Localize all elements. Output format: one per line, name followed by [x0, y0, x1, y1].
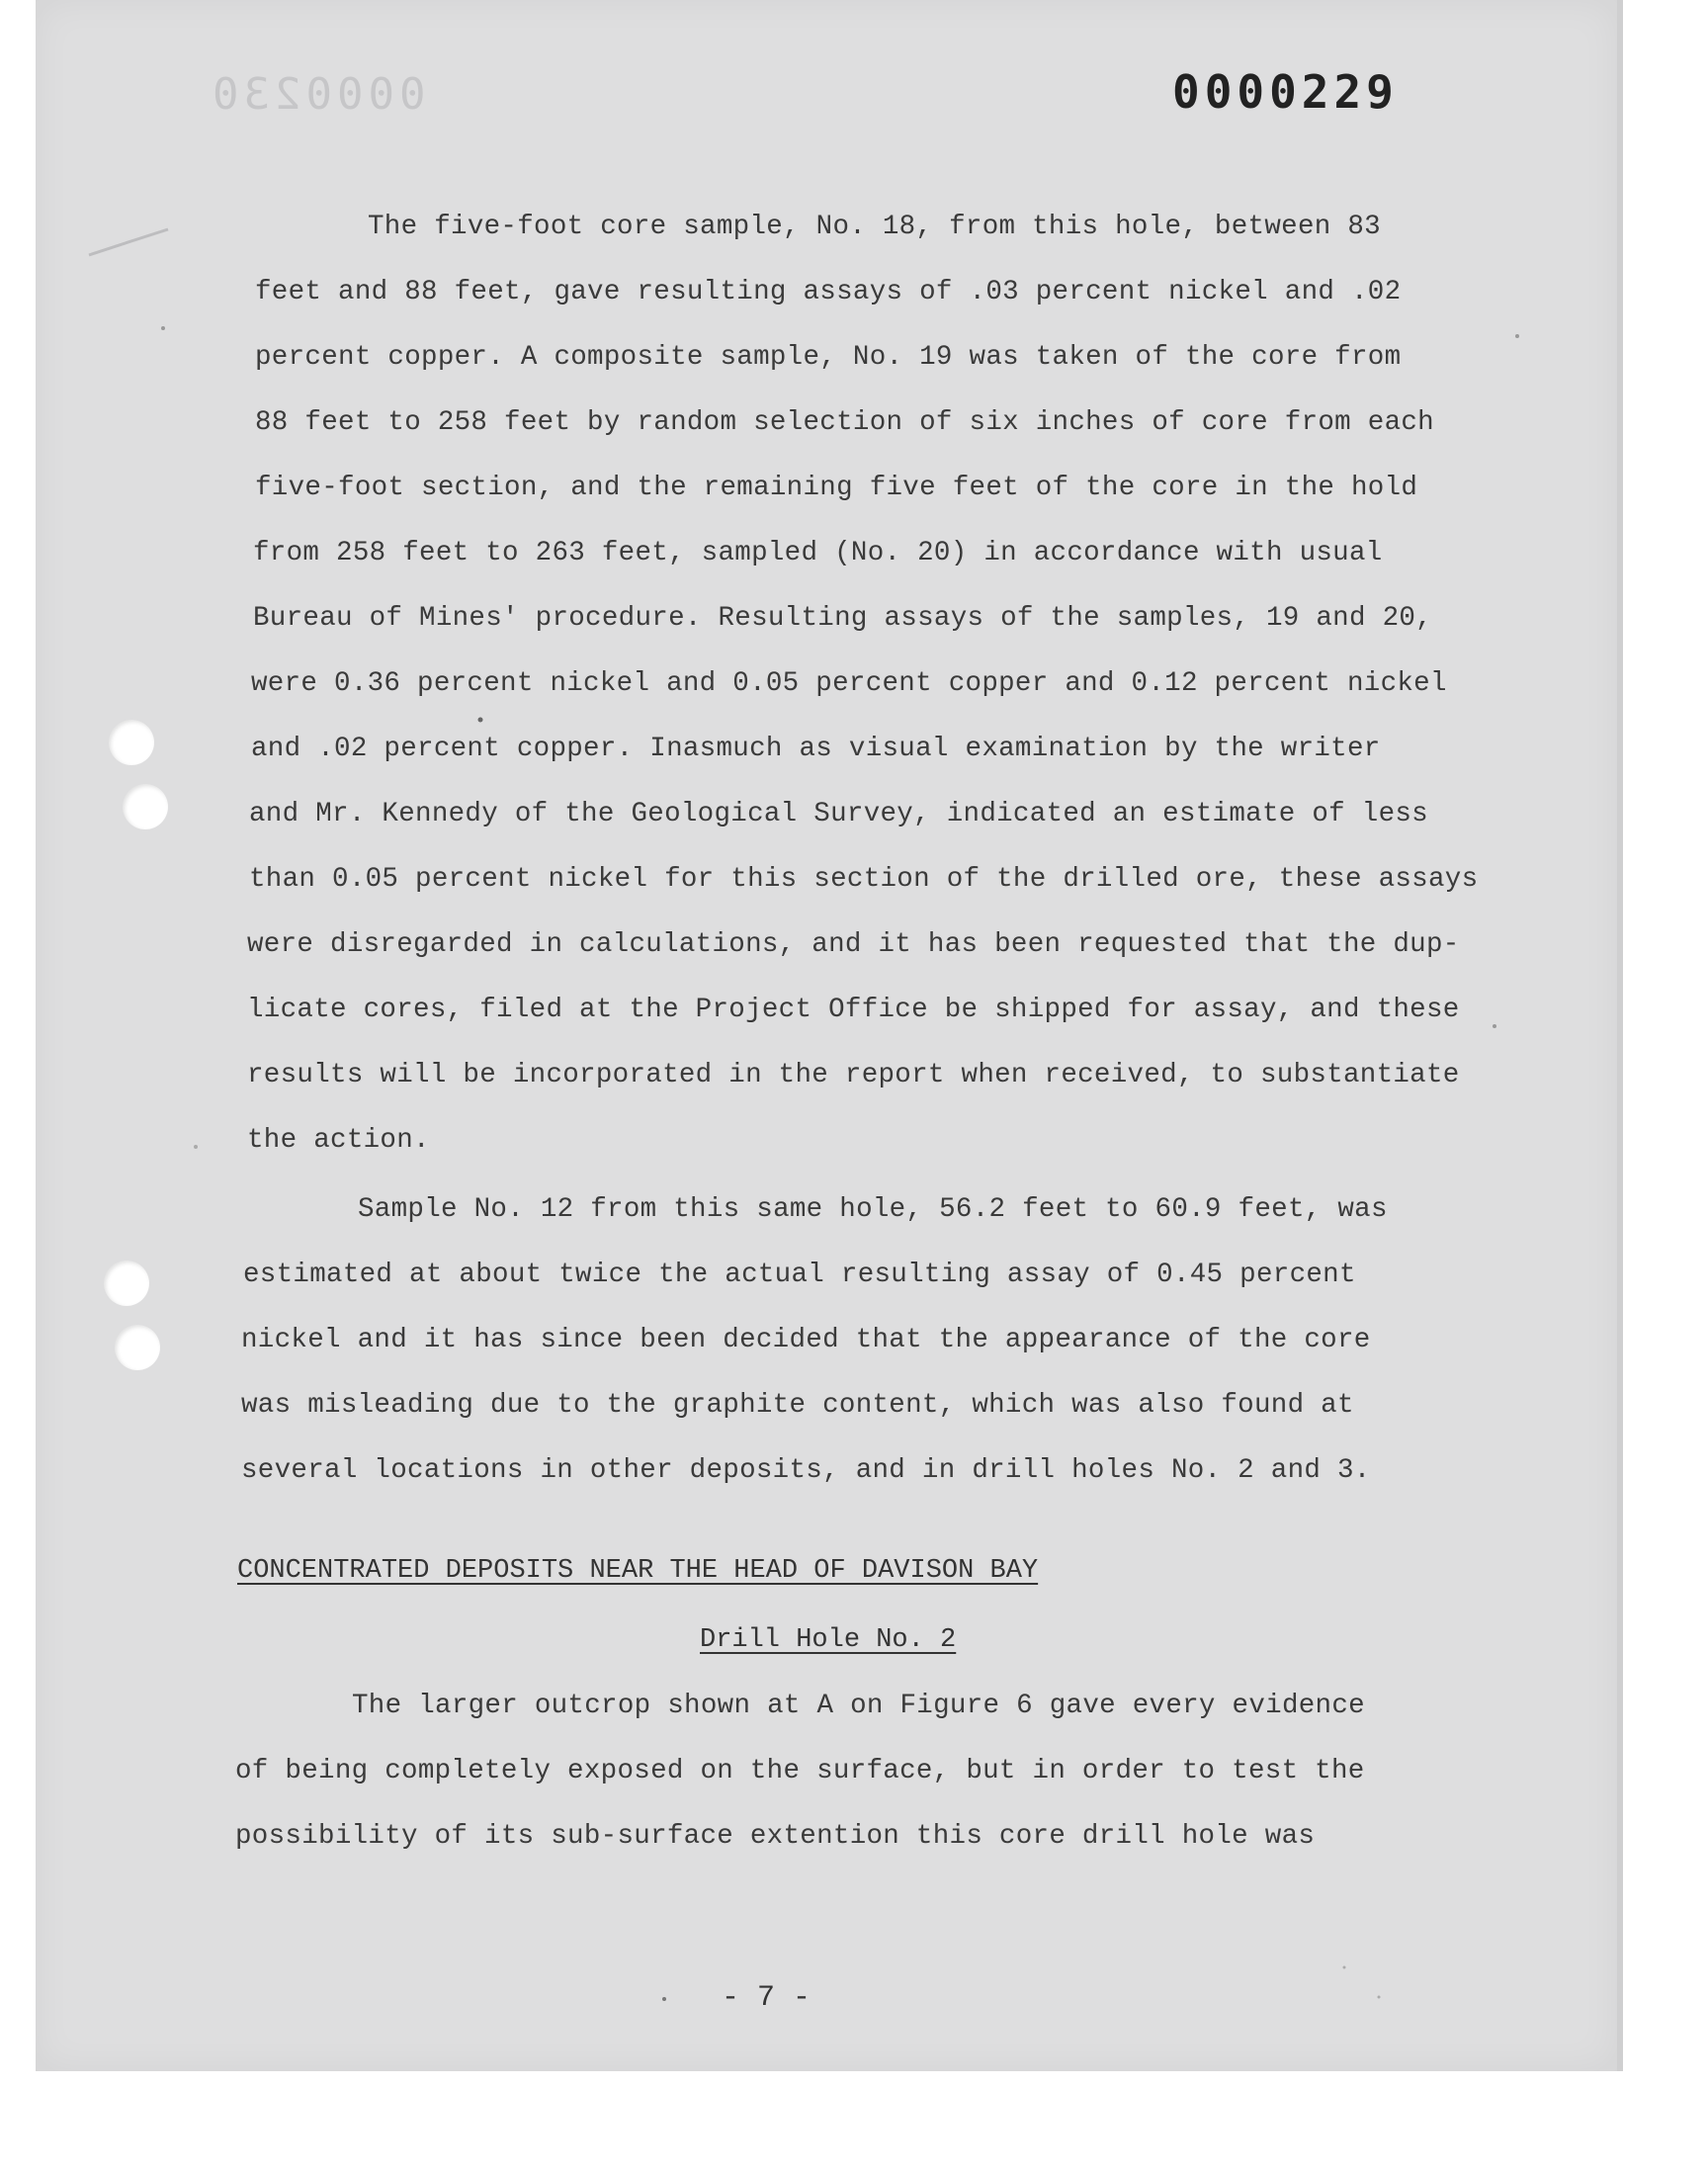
paragraph-1-line: than 0.05 percent nickel for this section of the drilled ore, these assays	[249, 864, 1479, 895]
page-code: 0000229	[1172, 65, 1399, 119]
paragraph-2-line: Sample No. 12 from this same hole, 56.2 feet to 60.9 feet, was	[358, 1194, 1388, 1225]
paragraph-1-line: five-foot section, and the remaining five feet of the core in the hold	[255, 473, 1418, 503]
paragraph-1-line: Bureau of Mines' procedure. Resulting assays of the samples, 19 and 20,	[253, 603, 1432, 634]
paragraph-1-line: and .02 percent copper. Inasmuch as visual examination by the writer	[251, 734, 1381, 764]
paragraph-3-line: The larger outcrop shown at A on Figure 6 gave every evidence	[352, 1691, 1365, 1721]
page-footer: - 7 -	[722, 1981, 811, 2015]
paragraph-1-line: from 258 feet to 263 feet, sampled (No. 20) in accordance with usual	[253, 538, 1383, 568]
paragraph-2-line: nickel and it has since been decided that the appearance of the core	[241, 1325, 1371, 1355]
paragraph-1-line: were disregarded in calculations, and it has been requested that the dup-	[247, 929, 1460, 960]
paragraph-1-line: results will be incorporated in the report when received, to substantiate	[247, 1060, 1460, 1090]
paragraph-1-line: licate cores, filed at the Project Office be shipped for assay, and these	[247, 995, 1460, 1025]
paragraph-3-line: possibility of its sub-surface extention this core drill hole was	[235, 1821, 1316, 1852]
ghost-page-code: 0000230	[208, 69, 426, 120]
paragraph-3-line: of being completely exposed on the surface, but in order to test the	[235, 1756, 1365, 1786]
paragraph-1-line: 88 feet to 258 feet by random selection of six inches of core from each	[255, 407, 1434, 438]
section-heading: CONCENTRATED DEPOSITS NEAR THE HEAD OF DAVISON BAY	[237, 1556, 1039, 1586]
subheading: Drill Hole No. 2	[700, 1625, 957, 1655]
paragraph-1-line: feet and 88 feet, gave resulting assays of .03 percent nickel and .02	[255, 277, 1402, 307]
paragraph-1-line: were 0.36 percent nickel and 0.05 percent copper and 0.12 percent nickel	[251, 668, 1447, 699]
paragraph-1-line: the action.	[247, 1125, 430, 1156]
paragraph-2-line: estimated at about twice the actual resulting assay of 0.45 percent	[243, 1260, 1356, 1290]
paragraph-1-line: The five-foot core sample, No. 18, from this hole, between 83	[368, 212, 1381, 242]
paragraph-1-line: and Mr. Kennedy of the Geological Survey, indicated an estimate of less	[249, 799, 1428, 829]
paragraph-2-line: was misleading due to the graphite content, which was also found at	[241, 1390, 1354, 1421]
paragraph-2-line: several locations in other deposits, and in drill holes No. 2 and 3.	[241, 1455, 1371, 1486]
paragraph-1-line: percent copper. A composite sample, No. 19 was taken of the core from	[255, 342, 1402, 373]
